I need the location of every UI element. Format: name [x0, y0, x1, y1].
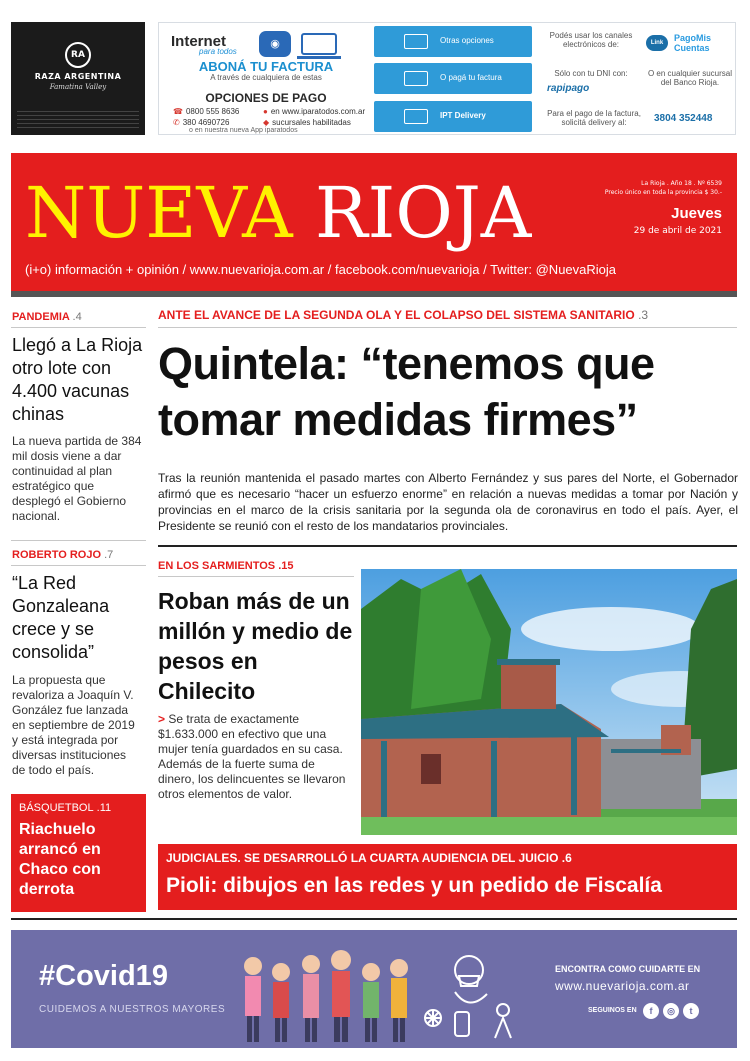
banner-url[interactable]: www.nuevarioja.com.ar — [555, 979, 690, 993]
cuidarte-text: ENCONTRA COMO CUIDARTE EN — [555, 964, 701, 974]
canales-text: Podés usar los canales electrónicos de: — [549, 31, 633, 49]
basquetbol-box[interactable] — [11, 794, 146, 912]
delivery-note: Para el pago de la factura, solicitá delivery al: — [547, 109, 641, 127]
edition-info: La Rioja . Año 18 . Nº 6539 Precio único en toda la provincia $ 30.- — [604, 180, 722, 196]
edition-date: 29 de abril de 2021 — [633, 226, 722, 236]
ad-headline: ABONÁ TU FACTURA — [198, 59, 334, 74]
masthead — [11, 153, 737, 291]
main-body: Tras la reunión mantenida el pasado martes con Alberto Fernández y sus pares del Norte, el Gobernador afirmó que es necesario “hacer un esfuerzo enorme” en relación a nuevas medidas a tomar por Nación y provincias en el marco de la crisis sanitaria por la segunda ola de coronavirus en todo el país. Ayer, el Presidente se reunió con el resto de los mandatarios provinciales. — [158, 471, 738, 533]
sarmientos-kicker: EN LOS SARMIENTOS .15 — [158, 560, 294, 572]
ad-subline: A través de cualquiera de estas — [210, 73, 322, 82]
basquetbol-kicker: BÁSQUETBOL .11 — [19, 802, 112, 814]
ad-phone-2: ✆ 380 4690726 — [173, 118, 230, 127]
red-gonzaleana-headline[interactable]: “La Red Gonzaleana crece y se consolida” — [12, 573, 110, 662]
covid-sub: CUIDEMOS A NUESTROS MAYORES — [39, 1004, 226, 1015]
main-kicker: ANTE EL AVANCE DE LA SEGUNDA OLA Y EL COLAPSO DEL SISTEMA SANITARIO .3 — [158, 308, 649, 322]
footer-divider — [11, 918, 737, 920]
facebook-icon[interactable]: f — [643, 1003, 659, 1019]
instagram-icon[interactable]: ◎ — [663, 1003, 679, 1019]
paga-factura-button[interactable]: O pagá tu factura — [374, 63, 532, 94]
divider — [158, 327, 737, 328]
internet-brand: Internet — [171, 33, 227, 50]
divider — [11, 540, 146, 541]
internet-para-todos-ad[interactable] — [158, 22, 736, 135]
pagomiscuentas-badge: PagoMis Cuentas — [674, 33, 712, 53]
otras-opciones-button[interactable]: Otras opciones — [374, 26, 532, 57]
whatsapp-icon: ✆ — [173, 118, 180, 127]
location-icon: ◆ — [263, 118, 270, 127]
ad-web: ● en www.iparatodos.com.ar — [263, 107, 366, 116]
twitter-icon[interactable]: t — [683, 1003, 699, 1019]
pandemia-kicker: PANDEMIA .4 — [12, 311, 82, 323]
ipt-delivery-button[interactable]: IPT Delivery — [374, 101, 532, 132]
roberto-rojo-kicker: ROBERTO ROJO .7 — [12, 549, 114, 561]
judiciales-bar[interactable] — [158, 844, 737, 910]
riachuelo-headline: Riachuelo arrancó en Chaco con derrota — [19, 821, 101, 898]
router-icon: ◉ — [259, 31, 291, 57]
covid-banner[interactable] — [11, 930, 737, 1048]
section-divider — [158, 545, 737, 547]
dni-text: Sólo con tu DNI con: — [554, 69, 628, 78]
raza-logo: RA — [65, 42, 91, 68]
ad-phone-1: ☎ 0800 555 8636 — [173, 107, 240, 116]
masthead-links[interactable]: (i+o) información + opinión / www.nuevarioja.com.ar / facebook.com/nuevarioja / Twitter: @NuevaRioja — [25, 262, 617, 277]
delivery-phone: 3804 352448 — [654, 113, 713, 124]
masthead-divider — [11, 291, 737, 297]
laptop-icon — [301, 33, 337, 55]
covid-hashtag: #Covid19 — [39, 960, 168, 992]
ad-branches: ◆ sucursales habilitadas — [263, 118, 351, 127]
raza-tagline: Famatina Valley — [49, 83, 107, 91]
ad-options: OPCIONES DE PAGO — [205, 91, 327, 105]
divider — [11, 565, 146, 566]
house-photo[interactable] — [361, 569, 737, 835]
invoice-icon — [404, 71, 428, 86]
judiciales-kicker: JUDICIALES. SE DESARROLLÓ LA CUARTA AUDIENCIA DEL JUICIO .6 — [166, 851, 572, 865]
delivery-icon — [404, 109, 428, 124]
ad-app: o en nuestra nueva App iparatodos — [189, 127, 298, 134]
internet-brand-sub: para todos — [199, 47, 237, 56]
vacunas-body: La nueva partida de 384 mil dosis viene a dar continuidad al plan estratégico que desplegó el Gobierno nacional. — [12, 434, 142, 523]
edition-day: Jueves — [671, 205, 722, 222]
house-photo-illustration — [361, 569, 737, 835]
phone-icon: ☎ — [173, 107, 183, 116]
people-illustration — [233, 942, 533, 1048]
arrow-icon: > — [158, 712, 166, 726]
chilecito-body: > Se trata de exactamente $1.633.000 en efectivo que una mujer tenía guardados en su casa. Además de la fuerte suma de dinero, los delincuentes se llevaron otros elementos de valor. — [158, 712, 346, 801]
raza-name: RAZA ARGENTINA — [34, 72, 122, 81]
divider — [11, 327, 146, 328]
red-gonzaleana-body: La propuesta que revaloriza a Joaquín V. González fue lanzada en septiembre de 2019 y está integrada por diversas instituciones de todo el país. — [12, 673, 135, 777]
seguinos-text: SEGUINOS EN — [588, 1007, 637, 1014]
rapipago-logo: rapipago — [547, 83, 590, 94]
vacunas-headline[interactable]: Llegó a La Rioja otro lote con 4.400 vacunas chinas — [12, 335, 143, 424]
link-badge: Link — [646, 35, 668, 51]
main-headline[interactable]: Quintela: “tenemos que tomar medidas firmes” — [158, 338, 655, 445]
newspaper-title: NUEVA RIOJA — [25, 172, 532, 254]
chilecito-headline[interactable]: Roban más de un millón y medio de pesos en Chilecito — [158, 588, 353, 704]
raza-argentina-ad[interactable] — [11, 22, 145, 135]
pioli-headline: Pioli: dibujos en las redes y un pedido de Fiscalía — [166, 874, 662, 897]
raza-fine-print — [17, 111, 139, 129]
screen-icon — [404, 34, 428, 49]
globe-icon: ● — [263, 107, 268, 116]
divider — [158, 576, 354, 577]
sucursal-text: O en cualquier sucursal del Banco Rioja. — [647, 69, 733, 87]
